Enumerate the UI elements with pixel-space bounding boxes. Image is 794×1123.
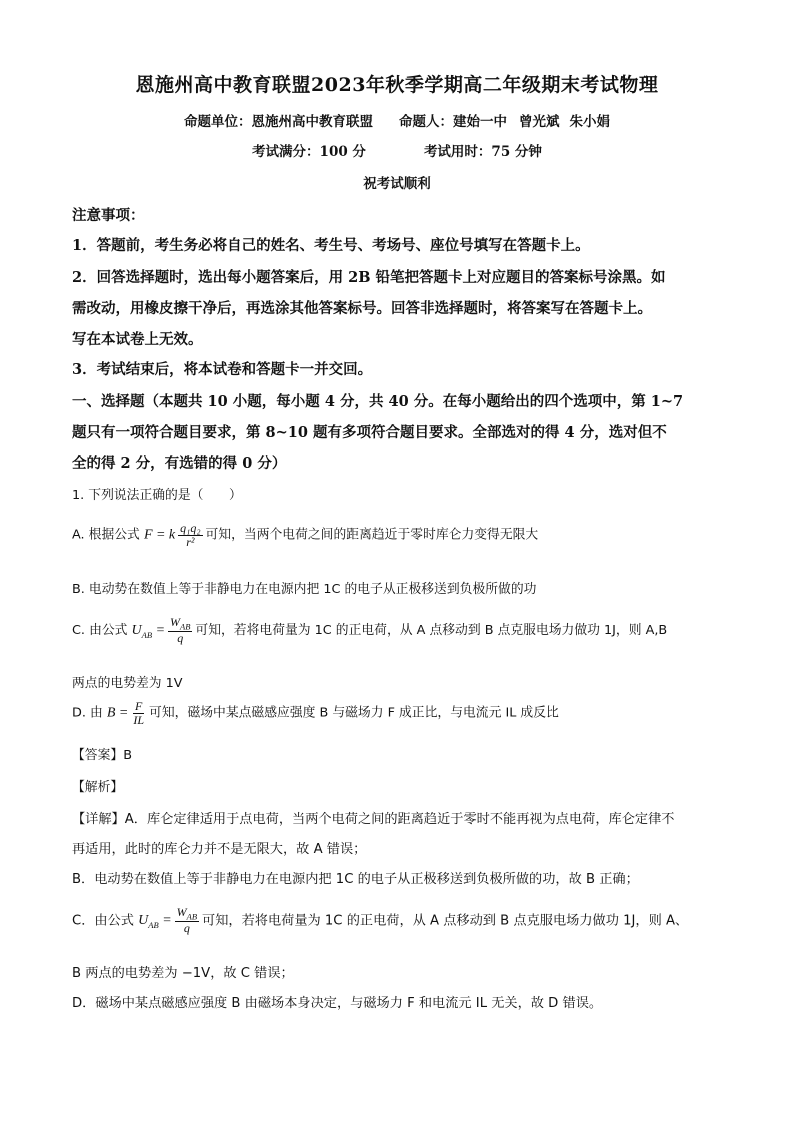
section-1-line-2: 题只有一项符合题目要求，第 8~10 题有多项符合题目要求。全部选对的得 4 分，选对但不: [72, 424, 667, 441]
option-a-text: 可知，当两个电荷之间的距离趋近于零时库仑力变得无限大: [205, 527, 539, 543]
notice-item-1: 1．答题前，考生务必将自己的姓名、考生号、考场号、座位号填写在答题卡上。: [72, 237, 590, 254]
fraction-numerator: F: [135, 699, 143, 713]
answer-label: 【答案】B: [72, 748, 132, 763]
fraction-numerator: $W_{AB}$: [170, 615, 191, 632]
fraction-denominator: IL: [133, 712, 145, 727]
detail-formula-lhs: $U_{AB}$ =: [138, 913, 172, 931]
option-b: B. 电动势在数值上等于非静电力在电源内把 1C 的电子从正极移送到负极所做的功: [72, 582, 537, 597]
fraction-numerator: q₁q₂: [180, 521, 201, 535]
detail-a-line-2: 再适用，此时的库仑力并不是无限大，故 A 错误；: [72, 842, 367, 857]
formula-coulomb-lhs: F = k: [143, 527, 176, 543]
question-1-stem: 1. 下列说法正确的是（ ）: [72, 488, 242, 503]
author-2: 朱小娟: [569, 114, 610, 130]
exam-title: 恩施州高中教育联盟2023年秋季学期高二年级期末考试物理: [135, 74, 659, 96]
formula-field-lhs: B =: [106, 705, 129, 721]
detail-c-prefix: C．由公式: [72, 913, 134, 929]
option-c-line-2: 两点的电势差为 1V: [72, 676, 183, 691]
formula-voltage-lhs: $U_{AB}$ =: [131, 622, 166, 640]
notice-item-2-cont: 需改动，用橡皮擦干净后，再选涂其他答案标号。回答非选择题时，将答案写在答题卡上。: [72, 300, 652, 317]
detail-c-text: 可知，若将电荷量为 1C 的正电荷，从 A 点移动到 B 点克服电场力做功 1J，则 A、: [202, 913, 689, 929]
notice-heading: 注意事项：: [72, 207, 145, 224]
option-c-text: 可知，若将电荷量为 1C 的正电荷，从 A 点移动到 B 点克服电场力做功 1J，则 A,B: [195, 622, 668, 638]
detail-c-line-2: B 两点的电势差为 −1V，故 C 错误；: [72, 966, 294, 981]
detail-d: D．磁场中某点磁感应强度 B 由磁场本身决定，与磁场力 F 和电流元 IL 无关，故 D 错误。: [72, 996, 603, 1011]
notice-item-3: 3．考试结束后，将本试卷和答题卡一并交回。: [72, 361, 373, 378]
section-1-line-3: 全的得 2 分，有选错的得 0 分）: [72, 455, 287, 472]
fraction-denominator: q: [177, 631, 184, 646]
full-score: 考试满分：100 分: [252, 144, 366, 160]
formula-voltage-fraction: [168, 616, 192, 645]
option-a-prefix: A. 根据公式: [72, 527, 140, 543]
author-label: 命题人：建始一中: [399, 114, 507, 130]
unit-line: [0, 110, 794, 130]
score-line: [0, 140, 794, 160]
unit-label: 命题单位：恩施州高中教育联盟: [184, 114, 373, 130]
section-1-line-1: 一、选择题（本题共 10 小题，每小题 4 分，共 40 分。在每小题给出的四个选项中，第 1~7: [72, 393, 684, 410]
option-c-prefix: C. 由公式: [72, 622, 128, 638]
detail-a-line-1: 【详解】A．库仑定律适用于点电荷，当两个电荷之间的距离趋近于零时不能再视为点电荷，库仑定律不: [72, 812, 675, 827]
analysis-label: 【解析】: [72, 780, 124, 795]
notice-item-2: 2．回答选择题时，选出每小题答案后，用 2B 铅笔把答题卡上对应题目的答案标号涂黑。如: [72, 269, 666, 286]
fraction-denominator: r²: [186, 534, 195, 549]
option-a: [72, 522, 732, 548]
formula-field-fraction: [131, 700, 146, 726]
option-d: [72, 700, 732, 726]
option-d-text: 可知，磁场中某点磁感应强度 B 与磁场力 F 成正比，与电流元 IL 成反比: [149, 705, 559, 721]
detail-b: B．电动势在数值上等于非静电力在电源内把 1C 的电子从正极移送到负极所做的功，故 B 正确；: [72, 872, 639, 887]
fraction-numerator: $W_{AB}$: [176, 905, 198, 922]
author-1: 曾光斌: [519, 114, 560, 130]
formula-coulomb-fraction: [178, 522, 202, 548]
option-d-prefix: D. 由: [72, 705, 103, 721]
fraction-denominator: q: [183, 921, 190, 936]
detail-formula-fraction: [175, 906, 199, 935]
exam-time: 考试用时：75 分钟: [423, 144, 542, 160]
notice-item-2-cont2: 写在本试卷上无效。: [72, 331, 203, 348]
option-c: [72, 616, 732, 645]
detail-c: [72, 906, 732, 935]
good-luck: 祝考试顺利: [363, 176, 431, 192]
